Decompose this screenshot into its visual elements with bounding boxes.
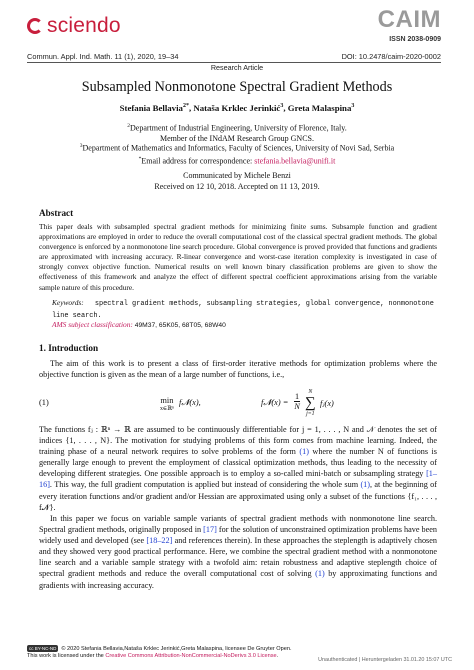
intro-paragraph-3 <box>39 513 437 591</box>
license-link[interactable]: Creative Commons Attribution-NonCommercial-NoDerivs 3.0 License <box>105 652 277 659</box>
license-suffix: . <box>276 652 279 659</box>
journal-logo: CAIM <box>377 6 441 33</box>
sciendo-mark-icon <box>27 18 43 34</box>
received-dates: Received on 12 10, 2018. Accepted on 11 13, 2019. <box>154 182 320 191</box>
author-name: Greta Malaspina <box>287 103 352 113</box>
citation-ref-link[interactable]: [18–22] <box>146 536 173 546</box>
affiliation-sup: 3 <box>79 143 83 149</box>
affiliation-line: Member of the INdAM Research Group GNCS. <box>160 134 314 144</box>
publisher-name: sciendo <box>47 14 121 37</box>
equation-ref-link[interactable]: (1) <box>315 569 325 579</box>
author-name: Stefania Bellavia <box>119 103 183 113</box>
intro-paragraph-2 <box>39 424 437 513</box>
affiliation-line: Department of Mathematics and Informatics, Faculty of Sciences, University of Novi Sad, Serbia <box>82 143 395 153</box>
correspondence <box>0 156 474 166</box>
abstract-body: This paper deals with subsampled spectral gradient methods for minimizing finite sums. Subsample function and gradient approximations are employed in order to reduce the overall computational cost of the classical spectral gradient methods. The global convergence is enforced by a nonmonotone line search procedure. Global convergence is proved provided that functions and gradients are approximated with increasing accuracy. R-linear convergence and worst-case iteration complexity is investigated in case of strongly convex objective function. Numerical results on well known binary classification problems are given to show the effectiveness of this framework and analyze the effect of different spectral coefficient approximations arising from the variable sample nature of this procedure. <box>39 222 437 292</box>
citation-ref-link[interactable]: [17] <box>203 525 217 535</box>
fraction-numerator: 1 <box>295 392 300 401</box>
section-heading: 1. Introduction <box>39 343 99 353</box>
issn: ISSN 2038-0909 <box>389 36 441 43</box>
copyright-text: © 2020 Stefania Bellavia,Nataša Krklec Jerinkić,Greta Malaspina, licensee De Gruyter Open. <box>61 645 292 652</box>
download-note: Unauthenticated | Heruntergeladen 31.01.20 15:07 UTC <box>318 657 452 663</box>
paper-title: Subsampled Nonmonotone Spectral Gradient Methods <box>81 79 393 95</box>
equation-sum <box>305 388 316 418</box>
paragraph-text: for the solution of unconstrained optimization problems have been widely used and developed (see <box>39 525 437 546</box>
equation-fraction <box>294 392 300 411</box>
citation-ref-link[interactable]: [1–16] <box>39 469 437 490</box>
equation-number: (1) <box>39 398 49 407</box>
keywords <box>52 298 438 322</box>
keywords-label: Keywords: <box>52 298 84 307</box>
equation-ref-link[interactable]: (1) <box>299 447 309 457</box>
ams-codes: 49M37, 65K05, 68T05, 68W40 <box>132 322 226 329</box>
min-subscript: x∈ℝⁿ <box>160 406 174 412</box>
min-operator: min <box>160 396 174 405</box>
paragraph-text: In this paper we focus on variable sample variants of spectral gradient methods with nonmonotone line search. Spectral gradient methods, originally proposed in <box>39 514 437 535</box>
paragraph-text: The functions fⱼ : ℝⁿ → ℝ are assumed to be continuously differentiable for j = 1, . . . , N and 𝒩 denotes the set of indices {1, . . . , N}. The motivation for studying problems of this form comes from machine learning. Indeed, the training phase of a neural network requires to solve problems of the form <box>39 425 437 457</box>
equation-min <box>160 396 174 414</box>
affiliation-sup: 2 <box>127 123 130 129</box>
paragraph-text: , at the beginning of every iteration functions and/or gradient and/or Hessian are approximated using only a subset of the functions {f₁, . . . , f𝓝}. <box>39 480 437 512</box>
ams-classification <box>52 320 226 329</box>
article-type: Research Article <box>210 63 264 72</box>
license-prefix: This work is licensed under the <box>27 652 106 659</box>
paragraph-text: . This way, the full gradient computation is applied but instead of considering the whole sum <box>49 480 361 490</box>
paragraph-text: by approximating functions and gradients with increasing accuracy. <box>39 569 437 590</box>
doi: DOI: 10.2478/caim-2020-0002 <box>341 52 441 61</box>
ams-label[interactable]: AMS subject classification: <box>52 320 133 329</box>
author-sup: 2* <box>182 103 189 110</box>
cc-license-icon[interactable]: cc BY-NC-ND <box>29 646 57 651</box>
email-sup: * <box>138 156 142 162</box>
copyright-line <box>27 645 447 653</box>
sciendo-logo <box>27 14 121 38</box>
keywords-text: spectral gradient methods, subsampling strategies, global convergence, nonmonotone line search. <box>52 300 434 320</box>
equation-definition: f𝓝(x) = <box>261 398 289 407</box>
author-list: Stefania Bellavia$^{2*}$, Nataša Krklec Jerinkić$^3$, Greta Malaspina$^3$ <box>119 103 355 113</box>
equation-objective: f𝓝(x), <box>179 398 201 407</box>
sum-upper: N <box>308 389 313 395</box>
sum-symbol-icon: ∑ <box>305 395 316 411</box>
abstract-heading: Abstract <box>39 208 74 218</box>
sum-term: fⱼ(x) <box>320 399 334 408</box>
paragraph-text: where the number N of functions is generally large enough to prevent the employment of classical optimization methods, thus leading to the necessity of developing different strategies. One possible approach is to employ a so-called mini-batch or subsampling strategy <box>39 447 437 479</box>
email-label: Email address for correspondence: <box>141 156 255 166</box>
paragraph-text: and references therein). In these approaches the steplength is adaptively chosen and they showed very good practical performance. Here, we combine the spectral gradient method with a nonmonotone line search and a variable sample strategy with a twofold aim: retain robustness and adaptive steplength choice of spectral gradient methods and reduce the overall computational cost of solving <box>39 536 437 579</box>
author-name: Nataša Krklec Jerinkić <box>193 103 281 113</box>
author-sup: 3 <box>351 103 355 110</box>
citation: Commun. Appl. Ind. Math. 11 (1), 2020, 19–34 <box>27 52 179 61</box>
affiliation-3 <box>0 143 474 153</box>
sum-lower: j=1 <box>306 411 315 417</box>
communicated-by: Communicated by Michele Benzi <box>183 171 291 180</box>
email-link[interactable]: stefania.bellavia@unifi.it <box>254 156 336 166</box>
affiliation-2 <box>0 121 474 145</box>
fraction-denominator: N <box>294 402 300 411</box>
intro-paragraph-1: The aim of this work is to present a class of first-order iterative methods for optimization problems where the objective function is given as the mean of a large number of functions, i.e., <box>39 359 437 380</box>
author-sup: 3 <box>280 103 284 110</box>
affiliation-line: Department of Industrial Engineering, University of Florence, Italy. <box>130 123 347 133</box>
equation-ref-link[interactable]: (1) <box>360 480 370 490</box>
